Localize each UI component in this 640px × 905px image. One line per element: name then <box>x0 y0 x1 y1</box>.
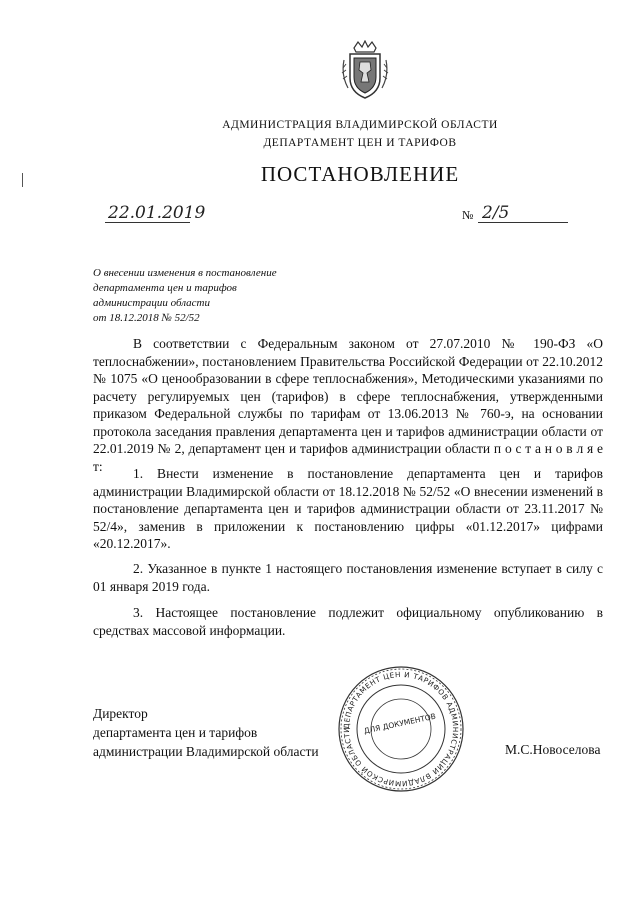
document-number: 2/5 <box>482 203 510 223</box>
subject-line: О внесении изменения в постановление <box>93 267 277 279</box>
number-label: № <box>462 208 474 222</box>
org-name-line: АДМИНИСТРАЦИЯ ВЛАДИМИРСКОЙ ОБЛАСТИ <box>222 119 498 131</box>
subject-line: департамента цен и тарифов <box>93 282 237 294</box>
signatory-position <box>93 704 319 761</box>
preamble-paragraph: В соответствии с Федеральным законом от 27.07.2010 № 190-ФЗ «О теплоснабжении», постановлением Правительства Российской Федерации от 22.10.2012 № 1075 «О ценообразовании в сфере теплоснабжения», Методическими указаниями по расчету регулируемых цен (тарифов) в сфере теплоснабжения, утвержденными приказом Федеральной службы по тарифам от 13.06.2013 № 760-э, на основании протокола заседания правления департамента цен и тарифов администрации области от 22.01.2019 № 2, департамент цен и тарифов администрации области п о с т а н о в л я е т: <box>93 336 603 474</box>
document-type-title: ПОСТАНОВЛЕНИЕ <box>260 162 460 186</box>
position-line: администрации Владимирской области <box>93 744 319 759</box>
number-underline <box>478 222 568 223</box>
clause-paragraph-2: 2. Указанное в пункте 1 настоящего постановления изменение вступает в силу с 01 января 2019 года. <box>93 561 603 594</box>
document-date: 22.01.2019 <box>108 203 206 223</box>
document-subject <box>93 266 277 326</box>
subject-line: от 18.12.2018 № 52/52 <box>93 312 200 324</box>
clause-paragraph-3: 3. Настоящее постановление подлежит официальному опубликованию в средствах массовой информации. <box>93 605 603 638</box>
subject-line: администрации области <box>93 297 210 309</box>
position-line: департамента цен и тарифов <box>93 725 258 740</box>
margin-mark <box>22 173 23 187</box>
position-line: Директор <box>93 706 148 721</box>
official-stamp <box>336 664 466 794</box>
department-name-line: ДЕПАРТАМЕНТ ЦЕН И ТАРИФОВ <box>263 137 457 149</box>
svg-text:ДЕПАРТАМЕНТ ЦЕН И ТАРИФОВ АДМИ <box>342 670 460 788</box>
coat-of-arms-emblem <box>340 40 390 102</box>
clause-paragraph-1: 1. Внести изменение в постановление департамента цен и тарифов администрации Владимирской области от 18.12.2018 № 52/52 «О внесении изменений в постановление департамента цен и тарифов администрации области от 23.11.2017 № 52/4», заменив в приложении к постановлению цифры «01.12.2017» цифрами «20.12.2017». <box>93 466 603 551</box>
stamp-outer-text: ДЕПАРТАМЕНТ ЦЕН И ТАРИФОВ АДМИНИСТРАЦИИ ВЛАДИМИРСКОЙ ОБЛАСТИ <box>341 669 461 789</box>
signatory-name: М.С.Новоселова <box>505 742 601 757</box>
stamp-inner-text: ДЛЯ ДОКУМЕНТОВ <box>363 711 437 736</box>
date-underline <box>105 222 190 223</box>
